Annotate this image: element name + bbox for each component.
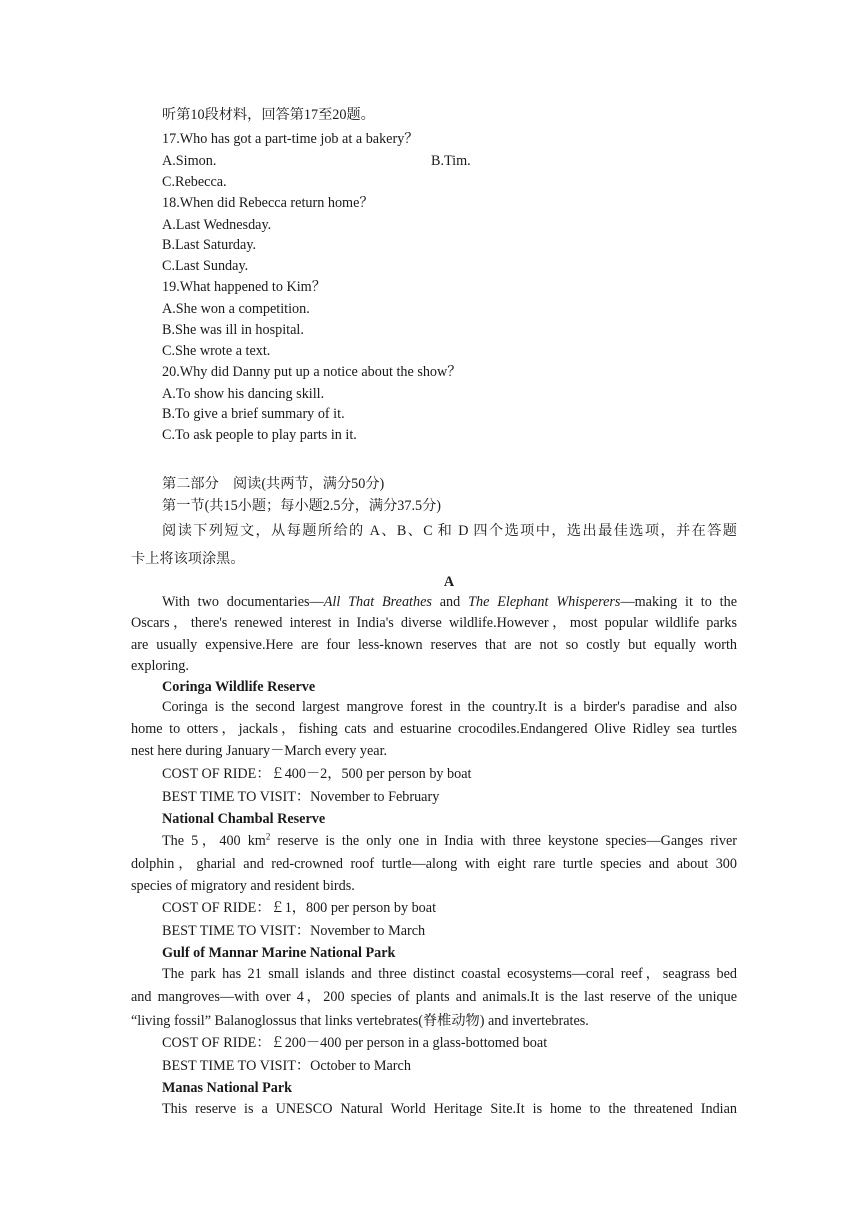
section-title: 第一节(共15小题；每小题2.5分，满分37.5分) — [162, 498, 442, 514]
reserve-best-time: BEST TIME TO VISIT：October to March — [162, 1058, 411, 1074]
option-20-c: C.To ask people to play parts in it. — [162, 427, 357, 443]
reserve-desc-line: and mangroves—with over 4，200 species of plants and animals.It is the last reserve of the unique — [131, 989, 737, 1005]
reserve-name: Manas National Park — [162, 1080, 293, 1096]
option-18-c: C.Last Sunday. — [162, 258, 249, 274]
intro-line-3: are usually expensive.Here are four less-known reserves that are not so costly but equally worth — [131, 637, 737, 653]
reserve-desc-line: “living fossil” Balanoglossus that links vertebrates(脊椎动物) and invertebrates. — [131, 1013, 589, 1029]
intro-text-c: —making it to the — [620, 594, 737, 610]
part-title: 第二部分 阅读(共两节，满分50分) — [162, 476, 385, 492]
instructions-line-1: 阅读下列短文，从每题所给的 A、B、C 和 D 四个选项中，选出最佳选项，并在答题 — [162, 523, 737, 539]
chambal-desc-b: reserve is the only one in India with three keystone species—Ganges river — [270, 833, 737, 849]
intro-line-2: Oscars，there's renewed interest in India's diverse wildlife.However，most popular wildlife parks — [131, 615, 737, 631]
option-18-a: A.Last Wednesday. — [162, 217, 272, 233]
question-19: 19.What happened to Kim？ — [162, 279, 326, 295]
instructions-line-2: 卡上将该项涂黑。 — [131, 551, 245, 567]
question-18: 18.When did Rebecca return home？ — [162, 195, 374, 211]
reserve-desc-line: home to otters，jackals，fishing cats and estuarine crocodiles.Endangered Olive Ridley sea turtles — [131, 721, 737, 737]
option-17-a: A.Simon. — [162, 153, 217, 169]
reserve-desc-line: This reserve is a UNESCO Natural World Heritage Site.It is home to the threatened Indian — [162, 1101, 737, 1117]
option-17-b: B.Tim. — [431, 153, 471, 169]
reserve-cost: COST OF RIDE：￡200－400 per person in a glass-bottomed boat — [162, 1035, 548, 1051]
passage-label: A — [443, 574, 455, 590]
reserve-cost: COST OF RIDE：￡1，800 per person by boat — [162, 900, 437, 916]
option-20-b: B.To give a brief summary of it. — [162, 406, 345, 422]
intro-text-a: With two documentaries— — [162, 594, 324, 610]
reserve-desc-line: nest here during January－March every year. — [131, 743, 388, 759]
reserve-desc-line: species of migratory and resident birds. — [131, 878, 355, 894]
reserve-best-time: BEST TIME TO VISIT：November to February — [162, 789, 440, 805]
listening-intro: 听第10段材料，回答第17至20题。 — [162, 107, 375, 123]
reserve-name: National Chambal Reserve — [162, 811, 326, 827]
intro-line-1 — [162, 593, 737, 611]
reserve-best-time: BEST TIME TO VISIT：November to March — [162, 923, 426, 939]
film-title-1: All That Breathes — [323, 594, 432, 610]
intro-text-b: and — [431, 594, 469, 610]
option-19-b: B.She was ill in hospital. — [162, 322, 304, 338]
reserve-desc-line: The park has 21 small islands and three distinct coastal ecosystems—coral reef，seagrass bed — [162, 966, 737, 982]
option-18-b: B.Last Saturday. — [162, 237, 257, 253]
question-17: 17.Who has got a part-time job at a bakery？ — [162, 131, 419, 147]
reserve-desc-line: dolphin，gharial and red-crowned roof turtle—along with eight rare turtle species and about 300 — [131, 856, 737, 872]
reserve-name: Coringa Wildlife Reserve — [162, 679, 316, 695]
option-19-a: A.She won a competition. — [162, 301, 310, 317]
superscript-2: 2 — [265, 831, 271, 842]
option-17-c: C.Rebecca. — [162, 174, 227, 190]
reserve-cost: COST OF RIDE：￡400－2，500 per person by boat — [162, 766, 472, 782]
reserve-desc-line — [162, 832, 737, 850]
option-19-c: C.She wrote a text. — [162, 343, 271, 359]
question-20: 20.Why did Danny put up a notice about the show？ — [162, 364, 462, 380]
reserve-name: Gulf of Mannar Marine National Park — [162, 945, 396, 961]
chambal-desc-a: The 5，400 km — [162, 833, 266, 849]
film-title-2: The Elephant Whisperers — [468, 594, 621, 610]
reserve-desc-line: Coringa is the second largest mangrove forest in the country.It is a birder's paradise and also — [162, 699, 737, 715]
intro-line-4: exploring. — [131, 658, 189, 674]
option-20-a: A.To show his dancing skill. — [162, 386, 325, 402]
